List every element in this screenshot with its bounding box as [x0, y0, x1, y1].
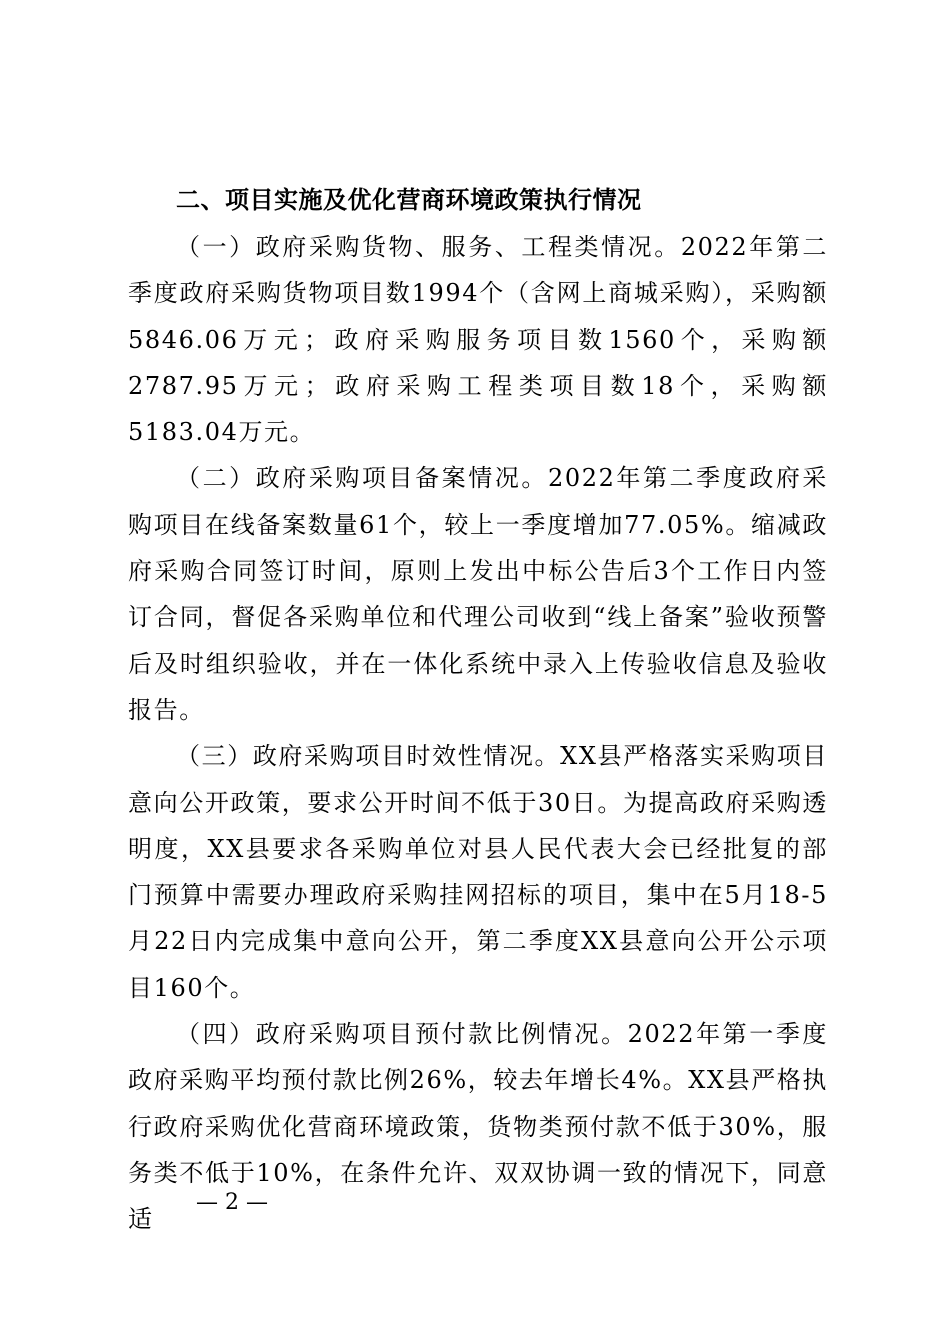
paragraph-body: 2022年第二季度政府采购货物项目数1994个（含网上商城采购），采购额5846.06万元；政府采购服务项目数1560个，采购额2787.95万元；政府采购工程类项目数18个，采购额5183.04万元。 [128, 233, 828, 447]
paragraph-timeliness [128, 733, 828, 1011]
document-body [128, 176, 828, 1243]
page-number: — 2 — [196, 1190, 268, 1215]
paragraph-body: 2022年第一季度政府采购平均预付款比例26%，较去年增长4%。XX县严格执行政府采购优化营商环境政策，货物类预付款不低于30%，服务类不低于10%，在条件允许、双双协调一致的情况下，同意适 [128, 1020, 828, 1234]
paragraph-body: XX县严格落实采购项目意向公开政策，要求公开时间不低于30日。为提高政府采购透明度，XX县要求各采购单位对县人民代表大会已经批复的部门预算中需要办理政府采购挂网招标的项目，集中在5月18-5月22日内完成集中意向公开，第二季度XX县意向公开公示项目160个。 [128, 742, 828, 1002]
paragraph-lead: （一）政府采购货物、服务、工程类情况。 [176, 233, 681, 261]
paragraph-lead: （四）政府采购项目预付款比例情况。 [176, 1020, 628, 1049]
paragraph-body: 2022年第二季度政府采购项目在线备案数量61个，较上一季度增加77.05%。缩减政府采购合同签订时间，原则上发出中标公告后3个工作日内签订合同，督促各采购单位和代理公司收到“线上备案”验收预警后及时组织验收，并在一体化系统中录入上传验收信息及验收报告。 [128, 464, 828, 724]
paragraph-lead: （二）政府采购项目备案情况。 [176, 464, 548, 493]
paragraph-goods-services-works [128, 224, 828, 455]
paragraph-lead: （三）政府采购项目时效性情况。 [176, 742, 561, 771]
section-heading: 二、项目实施及优化营商环境政策执行情况 [176, 186, 642, 214]
paragraph-project-filing [128, 455, 828, 733]
